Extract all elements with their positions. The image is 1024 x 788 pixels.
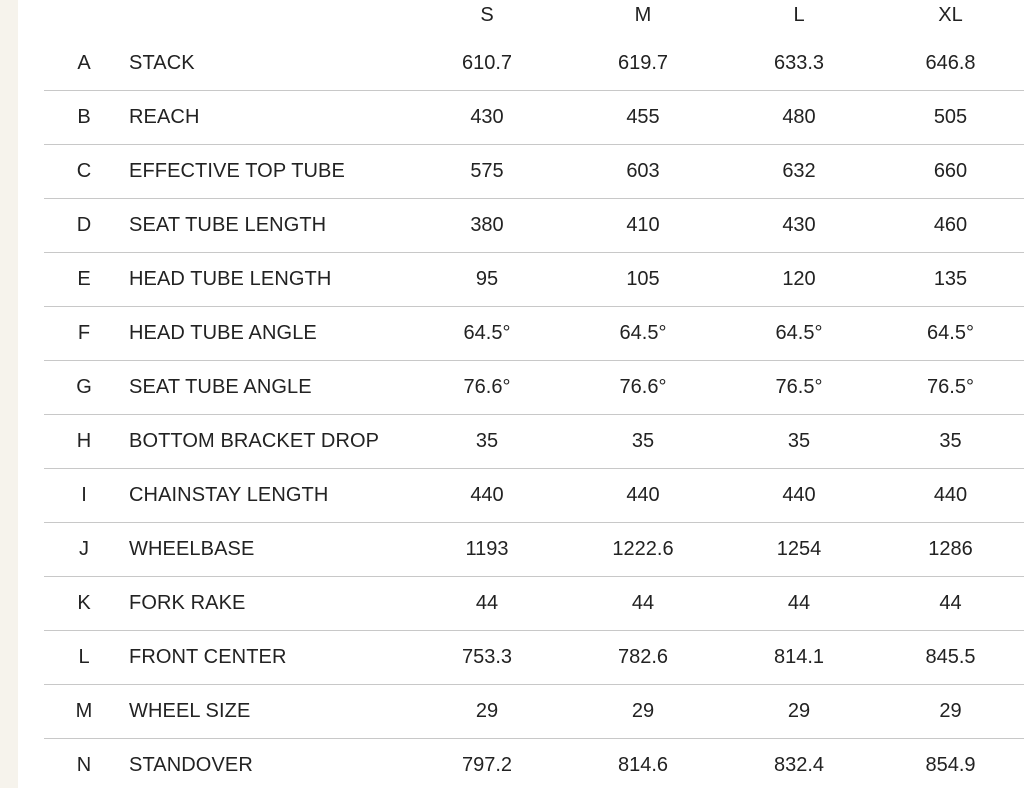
dimension-letter: D <box>44 199 124 253</box>
table-row <box>44 523 1024 577</box>
size-value-m: 440 <box>565 469 721 523</box>
dimension-label: CHAINSTAY LENGTH <box>124 469 409 523</box>
left-margin-strip <box>0 0 18 788</box>
size-value-xl: 135 <box>877 253 1024 307</box>
size-value-xl: 35 <box>877 415 1024 469</box>
size-value-l: 480 <box>721 91 877 145</box>
dimension-letter: K <box>44 577 124 631</box>
size-value-s: 29 <box>409 685 565 739</box>
table-row <box>44 145 1024 199</box>
size-value-m: 782.6 <box>565 631 721 685</box>
size-value-s: 753.3 <box>409 631 565 685</box>
table-row <box>44 685 1024 739</box>
size-value-m: 105 <box>565 253 721 307</box>
size-value-m: 64.5° <box>565 307 721 361</box>
size-header: M <box>634 4 652 26</box>
dimension-label: SEAT TUBE LENGTH <box>124 199 409 253</box>
size-value-s: 575 <box>409 145 565 199</box>
size-value-m: 29 <box>565 685 721 739</box>
dimension-label: REACH <box>124 91 409 145</box>
size-value-xl: 1286 <box>877 523 1024 577</box>
dimension-letter: N <box>44 739 124 788</box>
size-value-l: 29 <box>721 685 877 739</box>
size-value-m: 814.6 <box>565 739 721 788</box>
geometry-table <box>44 0 1024 788</box>
dimension-letter: C <box>44 145 124 199</box>
table-row <box>44 415 1024 469</box>
size-value-l: 814.1 <box>721 631 877 685</box>
dimension-letter: H <box>44 415 124 469</box>
size-value-xl: 646.8 <box>925 51 976 74</box>
dimension-letter: I <box>44 469 124 523</box>
size-value-xl: 44 <box>877 577 1024 631</box>
size-value-l: 64.5° <box>721 307 877 361</box>
header-letter-spacer <box>44 0 124 36</box>
table-row <box>44 199 1024 253</box>
size-value-s: 380 <box>409 199 565 253</box>
dimension-label: STACK <box>129 51 195 74</box>
table-row <box>44 361 1024 415</box>
size-header: S <box>480 4 494 26</box>
dimension-label: STANDOVER <box>124 739 409 788</box>
table-row <box>44 469 1024 523</box>
size-value-xl: 64.5° <box>877 307 1024 361</box>
size-value-s: 35 <box>409 415 565 469</box>
dimension-letter: J <box>44 523 124 577</box>
size-value-xl: 29 <box>877 685 1024 739</box>
size-value-m: 44 <box>565 577 721 631</box>
size-value-s: 610.7 <box>461 51 513 74</box>
size-value-xl: 76.5° <box>877 361 1024 415</box>
size-value-m: 619.7 <box>617 51 669 74</box>
size-value-l: 120 <box>721 253 877 307</box>
dimension-letter: B <box>44 91 124 145</box>
size-value-l: 632 <box>721 145 877 199</box>
size-value-m: 76.6° <box>565 361 721 415</box>
table-row <box>44 307 1024 361</box>
table-row <box>44 36 1024 91</box>
dimension-letter: G <box>44 361 124 415</box>
size-header: XL <box>938 4 963 26</box>
size-value-s: 64.5° <box>409 307 565 361</box>
size-value-m: 410 <box>565 199 721 253</box>
size-header: L <box>793 4 805 26</box>
size-value-m: 455 <box>565 91 721 145</box>
dimension-label: HEAD TUBE ANGLE <box>124 307 409 361</box>
size-value-xl: 660 <box>877 145 1024 199</box>
size-value-l: 430 <box>721 199 877 253</box>
size-value-xl: 460 <box>877 199 1024 253</box>
dimension-label: EFFECTIVE TOP TUBE <box>124 145 409 199</box>
size-value-l: 832.4 <box>721 739 877 788</box>
size-value-s: 440 <box>409 469 565 523</box>
dimension-label: WHEEL SIZE <box>124 685 409 739</box>
geometry-table-body <box>44 36 1024 788</box>
table-row <box>44 91 1024 145</box>
size-value-l: 44 <box>721 577 877 631</box>
size-value-s: 797.2 <box>409 739 565 788</box>
table-row <box>44 631 1024 685</box>
dimension-label: HEAD TUBE LENGTH <box>124 253 409 307</box>
table-row <box>44 577 1024 631</box>
dimension-letter: E <box>44 253 124 307</box>
size-value-m: 35 <box>565 415 721 469</box>
size-value-xl: 854.9 <box>877 739 1024 788</box>
size-value-l: 76.5° <box>721 361 877 415</box>
size-value-xl: 505 <box>877 91 1024 145</box>
header-label-spacer <box>124 0 409 36</box>
table-row <box>44 739 1024 788</box>
size-value-l: 440 <box>721 469 877 523</box>
dimension-letter: L <box>44 631 124 685</box>
size-value-m: 1222.6 <box>565 523 721 577</box>
dimension-label: FRONT CENTER <box>124 631 409 685</box>
size-value-l: 633.3 <box>773 51 825 74</box>
table-row <box>44 253 1024 307</box>
size-value-s: 1193 <box>409 523 565 577</box>
dimension-label: SEAT TUBE ANGLE <box>124 361 409 415</box>
size-value-s: 430 <box>409 91 565 145</box>
size-value-m: 603 <box>565 145 721 199</box>
dimension-letter: M <box>44 685 124 739</box>
size-value-xl: 845.5 <box>877 631 1024 685</box>
size-value-l: 1254 <box>721 523 877 577</box>
dimension-label: WHEELBASE <box>124 523 409 577</box>
size-value-l: 35 <box>721 415 877 469</box>
size-value-s: 95 <box>409 253 565 307</box>
size-value-s: 44 <box>409 577 565 631</box>
dimension-label: FORK RAKE <box>124 577 409 631</box>
dimension-label: BOTTOM BRACKET DROP <box>124 415 409 469</box>
dimension-letter: F <box>44 307 124 361</box>
dimension-letter: A <box>77 51 91 74</box>
size-value-s: 76.6° <box>409 361 565 415</box>
header-row <box>44 0 1024 36</box>
size-value-xl: 440 <box>877 469 1024 523</box>
